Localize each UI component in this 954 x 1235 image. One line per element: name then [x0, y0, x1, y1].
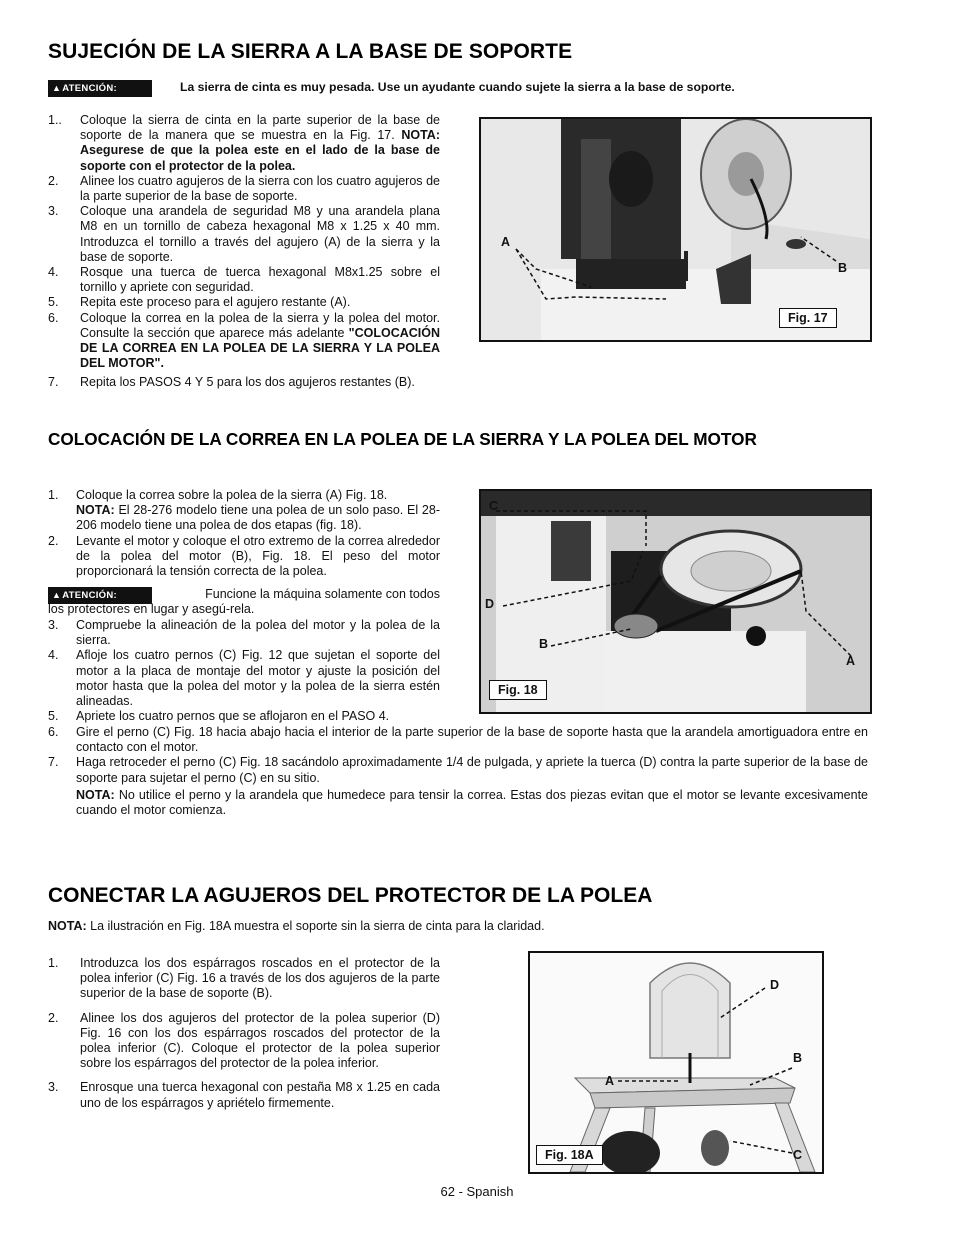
list-item: 4. Rosque una tuerca de tuerca hexagonal M8x1.25 sobre el tornillo y apriete con seguridad.	[48, 265, 440, 295]
list-item: 3. Compruebe la alineación de la polea del motor y la polea de la sierra.	[48, 618, 440, 648]
page-footer: 62 - Spanish	[440, 1184, 514, 1199]
list-item: 7. Haga retroceder el perno (C) Fig. 18 sacándolo aproximadamente 1/4 de pulgada, y apriete la tuerca (D) contra la parte superior de la base de soporte para sujetar el perno (C) en su sitio.	[48, 755, 868, 785]
list-item: 2. Alinee los dos agujeros del protector de la polea superior (D) Fig. 16 con los dos espárragos roscados del protector de la polea inferior (C). Coloque el protector de la polea superior sobre los espárragos del protector de la polea inferior.	[48, 1010, 440, 1071]
callout-b: B	[793, 1051, 803, 1065]
warning-badge-2: ▲ATENCIÓN:	[48, 585, 152, 604]
warning-text-2a: Funcione la máquina solamente con todos	[205, 587, 440, 601]
callout-a: A	[605, 1074, 615, 1088]
saw-mounting-illustration	[481, 119, 870, 340]
list-item: 1.. Coloque la sierra de cinta en la parte superior de la base de soporte de la manera que se muestra en la Fig. 17. NOTA: Asegurese de que la polea este en el lado de la base de soporte con el protector de la polea.	[48, 113, 440, 173]
list-item: 7. Repita los PASOS 4 Y 5 para los dos agujeros restantes (B).	[48, 375, 415, 389]
callout-c: C	[489, 499, 499, 513]
figure-17	[479, 117, 872, 342]
callout-d: D	[770, 978, 780, 992]
callout-b: B	[838, 261, 848, 275]
list-item: 2. Levante el motor y coloque el otro extremo de la correa alrededor de la polea del motor (B), Fig. 18. El peso del motor proporcionará la tensión correcta de la polea.	[48, 533, 440, 579]
belt-steps-bottom	[48, 725, 868, 818]
warning-text-2b: los protectores en lugar y asegú-rela.	[48, 602, 255, 616]
belt-steps-mid	[48, 618, 440, 724]
list-item: 3. Enrosque una tuerca hexagonal con pestaña M8 x 1.25 en cada uno de los espárragos y apriételo firmemente.	[48, 1080, 440, 1110]
final-note: NOTA: No utilice el perno y la arandela que humedece para tensir la correa. Estas dos piezas evitan que el motor se levante excesivamente cuando el motor comienza.	[76, 787, 868, 818]
figure-label: Fig. 18A	[536, 1145, 603, 1165]
list-item: 2. Alinee los cuatro agujeros de la sierra con los cuatro agujeros de la parte superior de la base de soporte.	[48, 173, 440, 204]
callout-a: A	[846, 654, 856, 668]
warning-triangle-icon: ▲	[52, 590, 62, 600]
list-item: 1. Introduzca los dos espárragos roscados en el protector de la polea inferior (C) Fig. 16 a través de los dos agujeros de la parte superior de la base de soporte (B).	[48, 956, 440, 1001]
guard-steps	[48, 956, 440, 1111]
callout-d: D	[485, 597, 495, 611]
section-title-guard: CONECTAR LA AGUJEROS DEL PROTECTOR DE LA POLEA	[48, 884, 653, 907]
figure-18a	[528, 951, 824, 1174]
list-item: 3. Coloque una arandela de seguridad M8 y una arandela plana M8 en un tornillo de cabeza hexagonal M8 x 1.25 x 40 mm. Introduzca el tornillo a través del agujero (A) de la sierra y la base de soporte.	[48, 204, 440, 264]
list-item: 6. Gire el perno (C) Fig. 18 hacia abajo hacia el interior de la parte superior de la base de soporte hasta que la arandela amortiguadora entre en contacto con el motor.	[48, 725, 868, 755]
list-item: 5. Repita este proceso para el agujero restante (A).	[48, 295, 351, 310]
figure-label: Fig. 18	[489, 680, 547, 700]
figure-18	[479, 489, 872, 714]
section-title-mounting: SUJECIÓN DE LA SIERRA A LA BASE DE SOPORTE	[48, 40, 573, 63]
warning-triangle-icon: ▲	[52, 83, 62, 93]
callout-b: B	[539, 637, 549, 651]
section-title-belt: COLOCACIÓN DE LA CORREA EN LA POLEA DE LA SIERRA Y LA POLEA DEL MOTOR	[48, 429, 757, 449]
callout-c: C	[793, 1148, 803, 1162]
mounting-steps	[48, 113, 440, 371]
figure-label: Fig. 17	[779, 308, 837, 328]
warning-badge: ▲ATENCIÓN:	[48, 78, 152, 97]
belt-pulley-illustration	[481, 491, 870, 712]
belt-steps-top	[48, 488, 440, 579]
callout-a: A	[501, 235, 511, 249]
list-item: 6. Coloque la correa en la polea de la sierra y la polea del motor. Consulte la sección que aparece más adelante "COLOCACIÓN DE LA CORREA EN LA POLEA DE LA SIERRA Y LA POLEA DEL MOTOR".	[48, 310, 440, 371]
list-item: 5. Apriete los cuatro pernos que se aflojaron en el PASO 4.	[48, 709, 390, 724]
list-item: 4. Afloje los cuatro pernos (C) Fig. 12 que sujetan el soporte del motor a la placa de montaje del motor y ajuste la posición del motor hasta que la polea del motor y la polea de la sierra estén alineadas.	[48, 648, 440, 709]
warning-text: La sierra de cinta es muy pesada. Use un ayudante cuando sujete la sierra a la base de soporte.	[180, 80, 735, 94]
section-note: NOTA: La ilustración en Fig. 18A muestra el soporte sin la sierra de cinta para la claridad.	[48, 919, 545, 933]
list-item: 1. Coloque la correa sobre la polea de la sierra (A) Fig. 18. NOTA: El 28-276 modelo tiene una polea de un solo paso. El 28-206 modelo tiene una polea de dos etapas (fig. 18).	[48, 488, 440, 533]
